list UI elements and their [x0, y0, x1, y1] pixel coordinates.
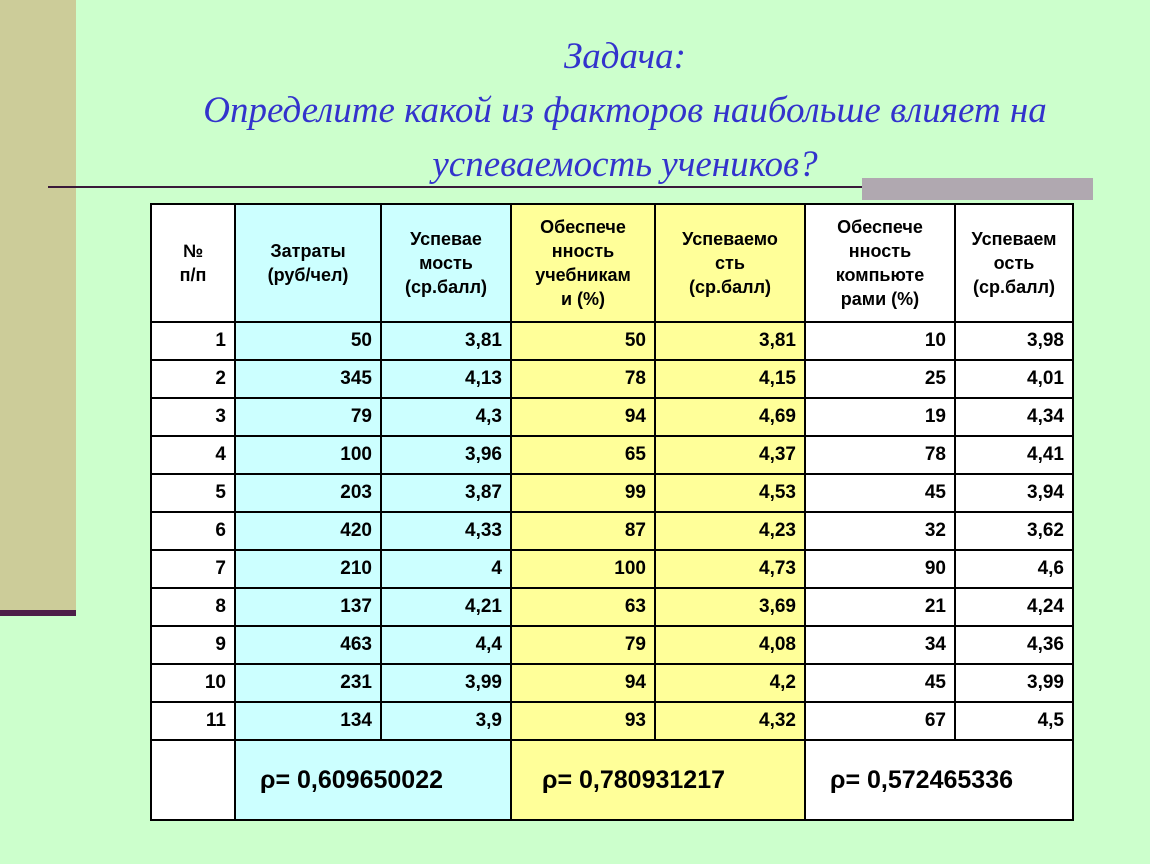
table-row — [151, 702, 1073, 740]
left-decorative-bar — [0, 0, 76, 612]
header-costs — [235, 204, 381, 322]
header-row — [151, 204, 1073, 322]
header-text-line: рами (%) — [840, 289, 920, 309]
table-cell: 100 — [511, 550, 655, 588]
correlation-cell: ρ= 0,780931217 — [511, 740, 805, 820]
table-cell: 4,5 — [955, 702, 1073, 740]
row-number-cell: 8 — [151, 588, 235, 626]
table-cell: 50 — [511, 322, 655, 360]
table-cell: 4,3 — [381, 398, 511, 436]
table-cell: 19 — [805, 398, 955, 436]
table-cell: 4,6 — [955, 550, 1073, 588]
table-row — [151, 436, 1073, 474]
table-cell: 4,41 — [955, 436, 1073, 474]
table-cell: 4,23 — [655, 512, 805, 550]
table-cell: 4,36 — [955, 626, 1073, 664]
header-textbooks — [511, 204, 655, 322]
table-cell: 34 — [805, 626, 955, 664]
table-row — [151, 626, 1073, 664]
table-cell: 79 — [235, 398, 381, 436]
left-bar-divider — [0, 610, 76, 616]
header-row-number — [151, 204, 235, 322]
table-cell: 100 — [235, 436, 381, 474]
header-computers — [805, 204, 955, 322]
table-row — [151, 474, 1073, 512]
table-cell: 4,24 — [955, 588, 1073, 626]
table-cell: 78 — [805, 436, 955, 474]
table-cell: 4,69 — [655, 398, 805, 436]
header-text-line: и (%) — [560, 289, 606, 309]
table-cell: 4,34 — [955, 398, 1073, 436]
row-number-cell: 3 — [151, 398, 235, 436]
table-cell: 3,99 — [955, 664, 1073, 702]
table-cell: 4,33 — [381, 512, 511, 550]
slide-title — [100, 30, 1150, 192]
table-cell: 79 — [511, 626, 655, 664]
row-number-cell: 6 — [151, 512, 235, 550]
table-cell: 3,9 — [381, 702, 511, 740]
table-cell: 4,37 — [655, 436, 805, 474]
table-cell: 345 — [235, 360, 381, 398]
table-cell: 32 — [805, 512, 955, 550]
header-text-line: нность — [848, 241, 912, 261]
table-cell: 420 — [235, 512, 381, 550]
table-cell: 137 — [235, 588, 381, 626]
header-text-line: Обеспече — [540, 217, 626, 237]
table-cell: 463 — [235, 626, 381, 664]
table-cell: 4 — [381, 550, 511, 588]
table-cell: 4,2 — [655, 664, 805, 702]
header-text-line: учебникам — [535, 265, 631, 285]
header-text-line: мость — [419, 253, 473, 273]
table-cell: 3,94 — [955, 474, 1073, 512]
table-cell: 67 — [805, 702, 955, 740]
correlation-cell: ρ= 0,572465336 — [805, 740, 1073, 820]
header-performance-1 — [381, 204, 511, 322]
table-cell: 94 — [511, 398, 655, 436]
table-cell: 210 — [235, 550, 381, 588]
table-row — [151, 360, 1073, 398]
table-cell: 4,08 — [655, 626, 805, 664]
row-number-cell: 5 — [151, 474, 235, 512]
table-cell: 4,53 — [655, 474, 805, 512]
table-cell: 4,4 — [381, 626, 511, 664]
table-cell: 45 — [805, 474, 955, 512]
correlation-row — [151, 740, 1073, 820]
table-cell: 63 — [511, 588, 655, 626]
header-performance-3 — [955, 204, 1073, 322]
table-cell: 4,15 — [655, 360, 805, 398]
header-text-line: сть — [715, 253, 745, 273]
header-text-line: (ср.балл) — [689, 277, 771, 297]
table-cell: 3,99 — [381, 664, 511, 702]
table-cell: 45 — [805, 664, 955, 702]
table-cell: 4,21 — [381, 588, 511, 626]
correlation-cell: ρ= 0,609650022 — [235, 740, 511, 820]
table-cell: 4,13 — [381, 360, 511, 398]
table-row — [151, 398, 1073, 436]
row-number-cell: 7 — [151, 550, 235, 588]
header-text-line: компьюте — [835, 265, 925, 285]
table-row — [151, 512, 1073, 550]
header-text-line: № — [182, 241, 204, 261]
table-cell: 93 — [511, 702, 655, 740]
header-text-line: (ср.балл) — [973, 277, 1055, 297]
title-line-3: успеваемость учеников? — [432, 144, 818, 185]
header-text-line: (ср.балл) — [405, 277, 487, 297]
header-text-line: п/п — [179, 265, 207, 285]
table-cell: 3,96 — [381, 436, 511, 474]
table-cell: 3,81 — [655, 322, 805, 360]
header-text-line: Затраты — [270, 241, 346, 261]
table-row — [151, 588, 1073, 626]
table-cell: 10 — [805, 322, 955, 360]
table-row — [151, 550, 1073, 588]
row-number-cell: 1 — [151, 322, 235, 360]
header-text-line: Успевае — [410, 229, 482, 249]
header-text-line: ость — [993, 253, 1035, 273]
table-cell: 87 — [511, 512, 655, 550]
row-number-cell: 4 — [151, 436, 235, 474]
table-cell: 50 — [235, 322, 381, 360]
row-number-cell: 2 — [151, 360, 235, 398]
table-cell: 4,32 — [655, 702, 805, 740]
empty-cell — [151, 740, 235, 820]
table-cell: 4,73 — [655, 550, 805, 588]
table-row — [151, 322, 1073, 360]
table-cell: 21 — [805, 588, 955, 626]
header-text-line: (руб/чел) — [267, 265, 349, 285]
table-row — [151, 664, 1073, 702]
data-table — [150, 203, 1074, 821]
row-number-cell: 11 — [151, 702, 235, 740]
table-cell: 65 — [511, 436, 655, 474]
table-cell: 3,62 — [955, 512, 1073, 550]
header-text-line: Успеваем — [971, 229, 1057, 249]
table-cell: 3,87 — [381, 474, 511, 512]
header-text-line: нность — [551, 241, 615, 261]
row-number-cell: 10 — [151, 664, 235, 702]
table-cell: 3,69 — [655, 588, 805, 626]
header-text-line: Успеваемо — [682, 229, 778, 249]
header-text-line: Обеспече — [837, 217, 923, 237]
table-cell: 134 — [235, 702, 381, 740]
table-cell: 94 — [511, 664, 655, 702]
table-cell: 3,98 — [955, 322, 1073, 360]
table-cell: 203 — [235, 474, 381, 512]
table-cell: 4,01 — [955, 360, 1073, 398]
header-performance-2 — [655, 204, 805, 322]
divider-accent — [862, 178, 1093, 200]
table-cell: 25 — [805, 360, 955, 398]
title-line-1: Задача: — [563, 36, 687, 77]
title-line-2: Определите какой из факторов наибольше влияет на — [203, 90, 1047, 131]
row-number-cell: 9 — [151, 626, 235, 664]
table-cell: 90 — [805, 550, 955, 588]
table-cell: 78 — [511, 360, 655, 398]
table-cell: 99 — [511, 474, 655, 512]
table-cell: 231 — [235, 664, 381, 702]
table-cell: 3,81 — [381, 322, 511, 360]
